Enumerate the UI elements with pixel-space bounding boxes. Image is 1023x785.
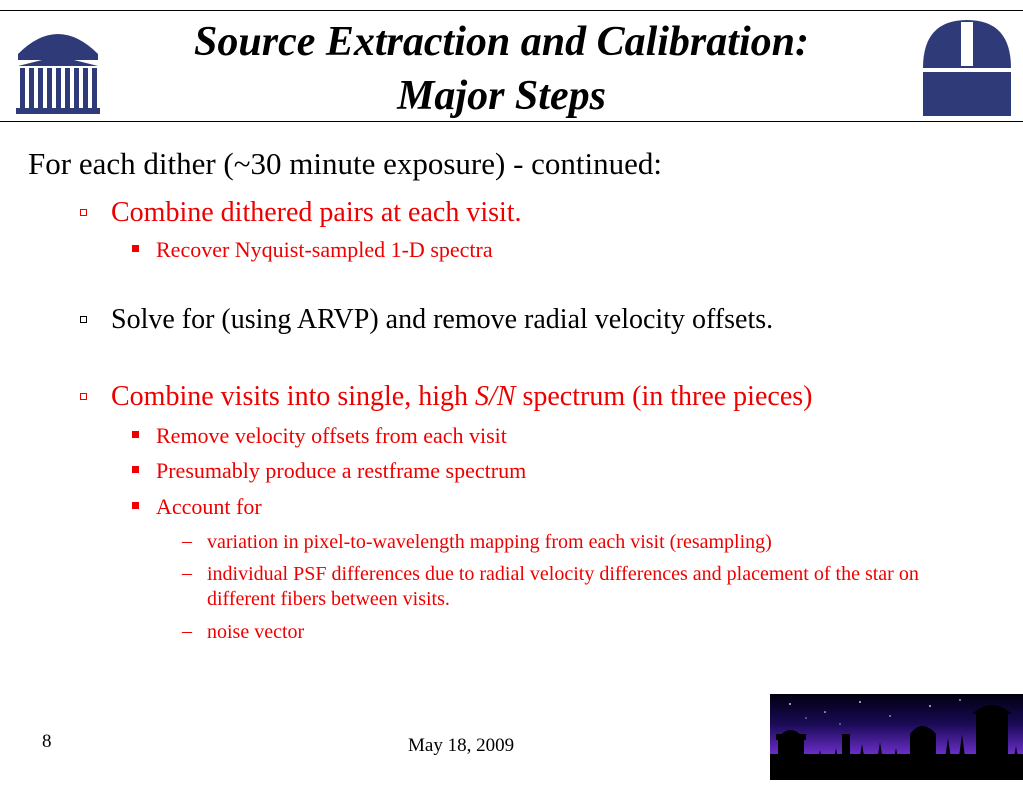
- square-bullet-icon: [132, 431, 139, 438]
- slide-title-line-1: Source Extraction and Calibration:: [194, 19, 809, 65]
- sub-bullet-3-3-text: Account for: [156, 494, 262, 519]
- page-number: 8: [42, 731, 52, 752]
- header-top-rule: [0, 10, 1023, 11]
- bullet-item-1-text: Combine dithered pairs at each visit.: [111, 197, 522, 228]
- sub-sub-bullet-3-text: noise vector: [207, 621, 305, 643]
- square-bullet-icon: [132, 502, 139, 509]
- sub-sub-bullet-2: [182, 562, 982, 612]
- hollow-square-bullet-icon: [80, 209, 87, 216]
- footer-date: May 18, 2009: [408, 735, 515, 756]
- bullet-item-3-text-a: Combine visits into single, high: [111, 381, 476, 412]
- sub-sub-bullet-3: [182, 620, 482, 645]
- bullet-item-3-text: [111, 381, 812, 413]
- dash-bullet: –: [182, 562, 192, 584]
- sub-bullet-1-1-text: Recover Nyquist-sampled 1-D spectra: [156, 237, 493, 262]
- bullet-item-3-text-b: spectrum (in three pieces): [515, 381, 813, 412]
- sub-bullet-3-2-text: Presumably produce a restframe spectrum: [156, 458, 527, 483]
- hollow-square-bullet-icon: [80, 393, 87, 400]
- sub-sub-bullet-2-text: individual PSF differences due to radial velocity differences and placement of the star on different fibers between visits.: [207, 563, 919, 610]
- header-bottom-rule: [0, 121, 1023, 122]
- observatory-night-skyline-image: [770, 694, 1023, 780]
- intro-text: For each dither (~30 minute exposure) - continued:: [28, 146, 663, 181]
- slide-title-line-2: Major Steps: [397, 73, 606, 119]
- bullet-item-2-text: Solve for (using ARVP) and remove radial velocity offsets.: [111, 304, 774, 335]
- sub-sub-bullet-1: [182, 530, 982, 555]
- sub-bullet-3-1-text: Remove velocity offsets from each visit: [156, 423, 507, 448]
- dash-bullet: –: [182, 530, 192, 552]
- bullet-item-3-text-italic: S/N: [475, 381, 516, 412]
- dash-bullet: –: [182, 620, 192, 642]
- sub-sub-bullet-1-text: variation in pixel-to-wavelength mapping from each visit (resampling): [207, 531, 772, 553]
- observatory-dome-logo: [921, 18, 1013, 116]
- square-bullet-icon: [132, 245, 139, 252]
- hollow-square-bullet-icon: [80, 316, 87, 323]
- square-bullet-icon: [132, 466, 139, 473]
